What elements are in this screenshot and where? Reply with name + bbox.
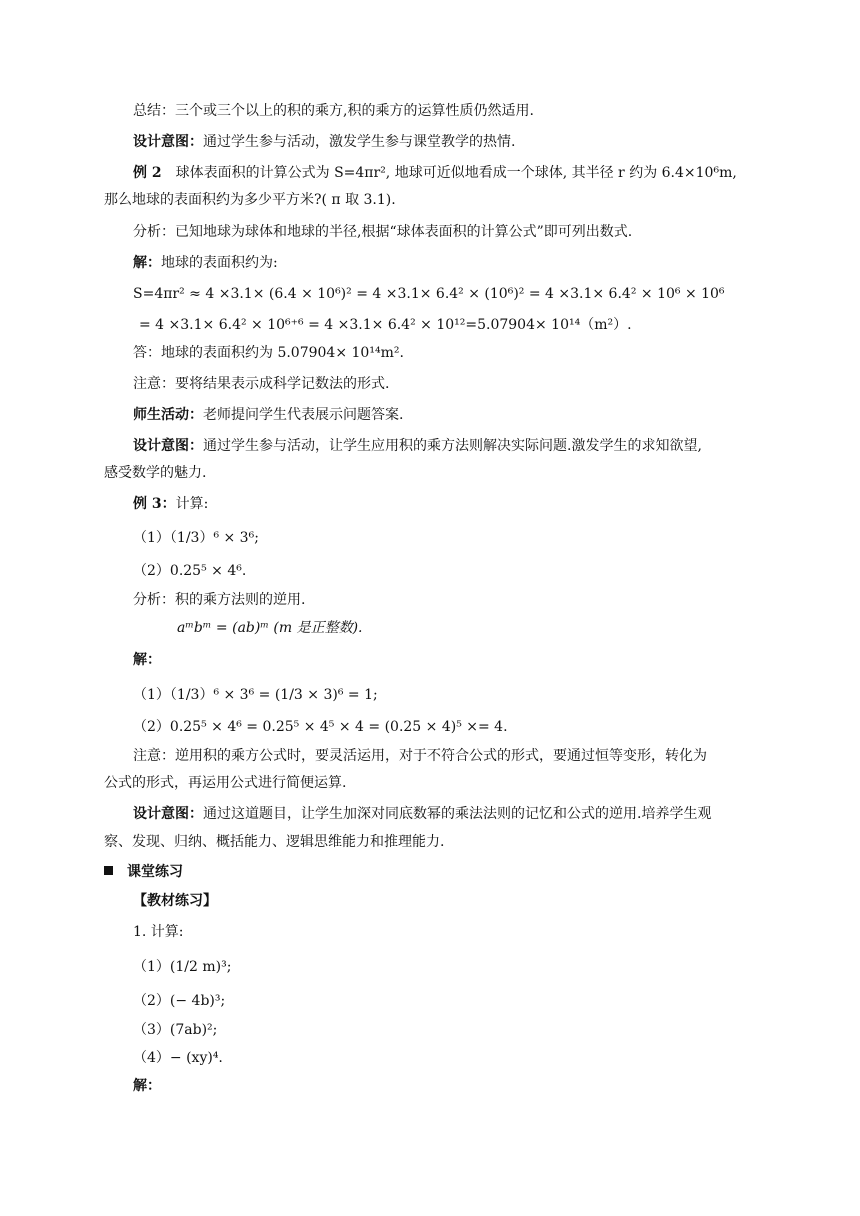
exercise-item-1: （1）(1/2 m)³; [133, 959, 232, 975]
teacher-student-line: 师生活动：老师提问学生代表展示问题答案. [133, 407, 404, 423]
exercise-item-2: （2）(− 4b)³; [133, 993, 226, 1009]
example-3-item-2: （2）0.25⁵ × 4⁶. [133, 563, 247, 579]
design-intent-line-2-cont: 感受数学的魅力. [104, 465, 207, 481]
equation-line-1: S=4πr² ≈ 4 ×3.1× (6.4 × 10⁶)² = 4 ×3.1× 6.4² × (10⁶)² = 4 ×3.1× 6.4² × 10⁶ × 10⁶ [133, 286, 725, 302]
note-line-2: 注意：逆用积的乘方公式时，要灵活运用，对于不符合公式的形式，要通过恒等变形，转化为 [133, 748, 707, 764]
example-3-item-1: （1）（1/3）⁶ × 3⁶; [133, 530, 259, 546]
solution-label-3: 解： [133, 1078, 161, 1094]
example-2-line: 例 2 球体表面积的计算公式为 S=4πr², 地球可近似地看成一个球体, 其半径 r 约为 6.4×10⁶m, [133, 165, 737, 181]
solution-label-2: 解： [133, 652, 161, 668]
square-bullet-icon [104, 866, 113, 875]
example-2-line-cont: 那么地球的表面积约为多少平方米?( π 取 3.1). [104, 192, 396, 208]
design-intent-line-3: 设计意图：通过这道题目，让学生加深对同底数幂的乘法法则的记忆和公式的逆用.培养学生观 [133, 806, 712, 822]
design-intent-line-3-cont: 察、发现、归纳、概括能力、逻辑思维能力和推理能力. [104, 834, 445, 850]
answer-line: 答：地球的表面积约为 5.07904× 10¹⁴m². [133, 345, 404, 361]
note-line: 注意：要将结果表示成科学记数法的形式. [133, 376, 390, 392]
summary-line: 总结：三个或三个以上的积的乘方,积的乘方的运算性质仍然适用. [133, 103, 534, 119]
design-intent-line: 设计意图：通过学生参与活动，激发学生参与课堂教学的热情. [133, 134, 516, 150]
example-3-line: 例 3：计算: [133, 496, 209, 512]
exercise-item-3: （3）(7ab)²; [133, 1022, 218, 1038]
section-heading: 课堂练习 [104, 862, 183, 882]
design-intent-line-2: 设计意图：通过学生参与活动，让学生应用积的乘方法则解决实际问题.激发学生的求知欲望, [133, 438, 702, 454]
exercise-item-4: （4）− (xy)⁴. [133, 1050, 223, 1066]
exercise-1-line: 1. 计算: [133, 924, 184, 940]
equation-line-2: = 4 ×3.1× 6.4² × 10⁶⁺⁶ = 4 ×3.1× 6.4² × 10¹²=5.07904× 10¹⁴（m²）. [139, 317, 632, 333]
solution-item-1: （1）（1/3）⁶ × 3⁶ = (1/3 × 3)⁶ = 1; [133, 687, 378, 703]
textbook-exercise-heading: 【教材练习】 [133, 893, 217, 909]
solution-item-2: （2）0.25⁵ × 4⁶ = 0.25⁵ × 4⁵ × 4 = (0.25 × 4)⁵ ×= 4. [133, 719, 508, 735]
analysis-line-2: 分析：积的乘方法则的逆用. [133, 592, 306, 608]
analysis-line: 分析：已知地球为球体和地球的半径,根据“球体表面积的计算公式”即可列出数式. [133, 224, 633, 240]
formula-line: aᵐbᵐ = (ab)ᵐ (m 是正整数). [177, 620, 363, 636]
note-line-2-cont: 公式的形式，再运用公式进行简便运算. [104, 775, 347, 791]
solution-line: 解：地球的表面积约为: [133, 255, 278, 271]
